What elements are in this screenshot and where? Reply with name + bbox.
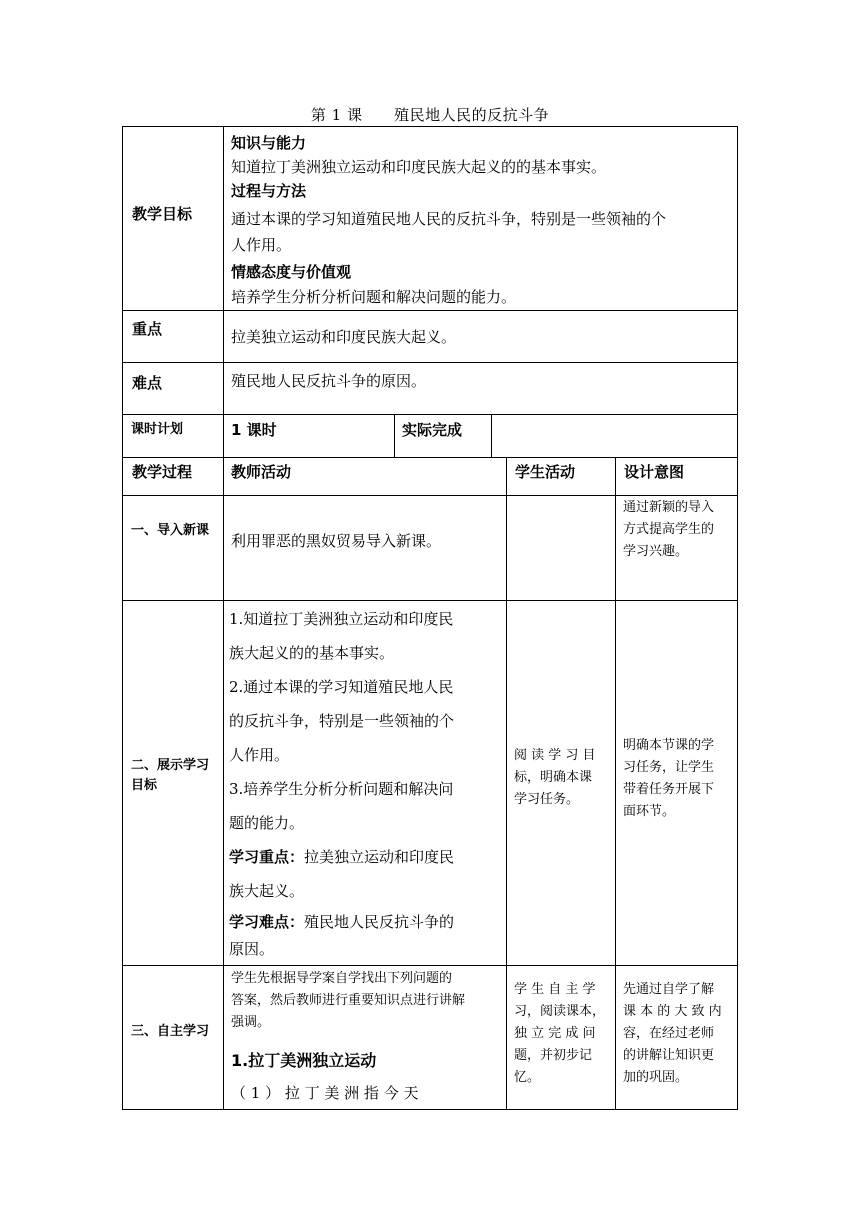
objective-knowledge-text: 知道拉丁美洲独立运动和印度民族大起义的的基本事实。 bbox=[231, 158, 607, 176]
objective-emotion-text: 培养学生分析分析问题和解决问题的能力。 bbox=[231, 288, 517, 306]
stage3-teacher-cut: （ 1 ） 拉 丁 美 洲 指 今 天 bbox=[231, 1084, 419, 1102]
stage3-label: 三、自主学习 bbox=[131, 1024, 210, 1039]
header-teacher: 教师活动 bbox=[231, 463, 292, 481]
stage1-design: 通过新颖的导入 方式提高学生的 学习兴趣。 bbox=[623, 500, 715, 559]
plan-actual-label: 实际完成 bbox=[402, 421, 463, 439]
stage3-teacher-intro: 学生先根据导学案自学找出下列问题的 答案，然后教师进行重要知识点进行讲解 强调。 bbox=[231, 971, 466, 1030]
plan-hours: 1 课时 bbox=[231, 421, 277, 439]
difficulty-label: 难点 bbox=[132, 374, 163, 392]
stage2-label: 二、展示学习 目标 bbox=[131, 758, 210, 793]
stage1-label: 一、导入新课 bbox=[131, 523, 210, 538]
stage2-design: 明确本节课的学 习任务，让学生 带着任务开展下 面环节。 bbox=[623, 738, 715, 819]
header-process: 教学过程 bbox=[132, 463, 193, 481]
stage3-student: 学 生 自 主 学 习，阅读课本， 独 立 完 成 问 题，并初步记 忆。 bbox=[514, 982, 606, 1085]
objectives-content bbox=[231, 132, 736, 310]
stage2-key-line: 学习重点：拉美独立运动和印度民 bbox=[229, 848, 455, 866]
objective-knowledge-heading: 知识与能力 bbox=[231, 134, 307, 152]
plan-label: 课时计划 bbox=[131, 422, 184, 437]
objective-process-text: 通过本课的学习知道殖民地人民的反抗斗争，特别是一些领袖的个 bbox=[231, 210, 667, 228]
stage2-teacher: 1.知道拉丁美洲独立运动和印度民 族大起义的的基本事实。 2.通过本课的学习知道殖民地人民 的反抗斗争，特别是一些领袖的个 人作用。 3.培养学生分析分析问题和解决问 题的能力。 学习重点：拉美独立运动和印度民 族大起义。 学习难点：殖民地人民反抗斗争的 原因。 bbox=[229, 602, 505, 962]
stage3-teacher-heading: 1.拉丁美洲独立运动 bbox=[231, 1051, 377, 1070]
difficulty-text: 殖民地人民反抗斗争的原因。 bbox=[231, 372, 427, 390]
stage2-diff-line: 学习难点：殖民地人民反抗斗争的 bbox=[229, 913, 455, 931]
objective-process-text-cont: 人作用。 bbox=[231, 236, 292, 254]
stage1-teacher: 利用罪恶的黑奴贸易导入新课。 bbox=[231, 532, 442, 550]
key-point-label: 重点 bbox=[132, 320, 163, 338]
stage2-student: 阅 读 学 习 目 标，明确本课 学习任务。 bbox=[514, 748, 596, 807]
stage3-design: 先通过自学了解 课 本 的 大 致 内 容，在经过老师 的讲解让知识更 加的巩固。 bbox=[623, 982, 722, 1085]
objective-emotion-heading: 情感态度与价值观 bbox=[231, 263, 352, 281]
header-student: 学生活动 bbox=[515, 463, 576, 481]
objectives-label: 教学目标 bbox=[132, 205, 193, 223]
page-title: 第 1 课 殖民地人民的反抗斗争 bbox=[310, 106, 550, 124]
key-point-text: 拉美独立运动和印度民族大起义。 bbox=[231, 328, 457, 346]
objective-process-heading: 过程与方法 bbox=[231, 182, 307, 200]
header-design: 设计意图 bbox=[624, 463, 685, 481]
